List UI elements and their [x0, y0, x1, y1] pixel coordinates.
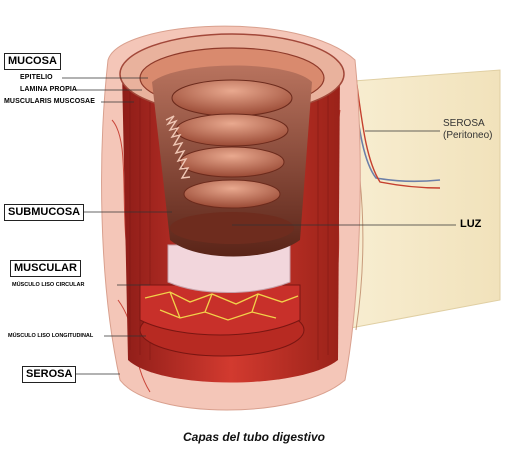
- label-serosa: SEROSA: [22, 366, 76, 383]
- circular-fold: [172, 80, 292, 116]
- label-peritoneo: (Peritoneo): [443, 130, 493, 141]
- circular-fold: [176, 114, 288, 146]
- label-mucosa: MUCOSA: [4, 53, 61, 70]
- lumen-bottom: [170, 212, 294, 244]
- label-muscularis-mucosae: MUSCULARIS MUSCOSAE: [4, 98, 95, 105]
- label-epitelio: EPITELIO: [20, 74, 53, 81]
- label-luz: LUZ: [460, 218, 482, 230]
- label-muscular: MUSCULAR: [10, 260, 81, 277]
- circular-fold: [184, 180, 280, 208]
- label-musculo-longitudinal: MÚSCULO LISO LONGITUDINAL: [8, 333, 94, 339]
- mesentery: [340, 70, 500, 330]
- figure-caption: Capas del tubo digestivo: [182, 430, 326, 444]
- label-lamina-propia: LAMINA PROPIA: [20, 86, 78, 93]
- circular-fold: [180, 147, 284, 177]
- label-musculo-circular: MÚSCULO LISO CIRCULAR: [12, 282, 85, 288]
- label-serosa-peritoneo: [443, 118, 492, 142]
- label-serosa-right: SEROSA: [443, 118, 485, 129]
- label-submucosa: SUBMUCOSA: [4, 204, 84, 221]
